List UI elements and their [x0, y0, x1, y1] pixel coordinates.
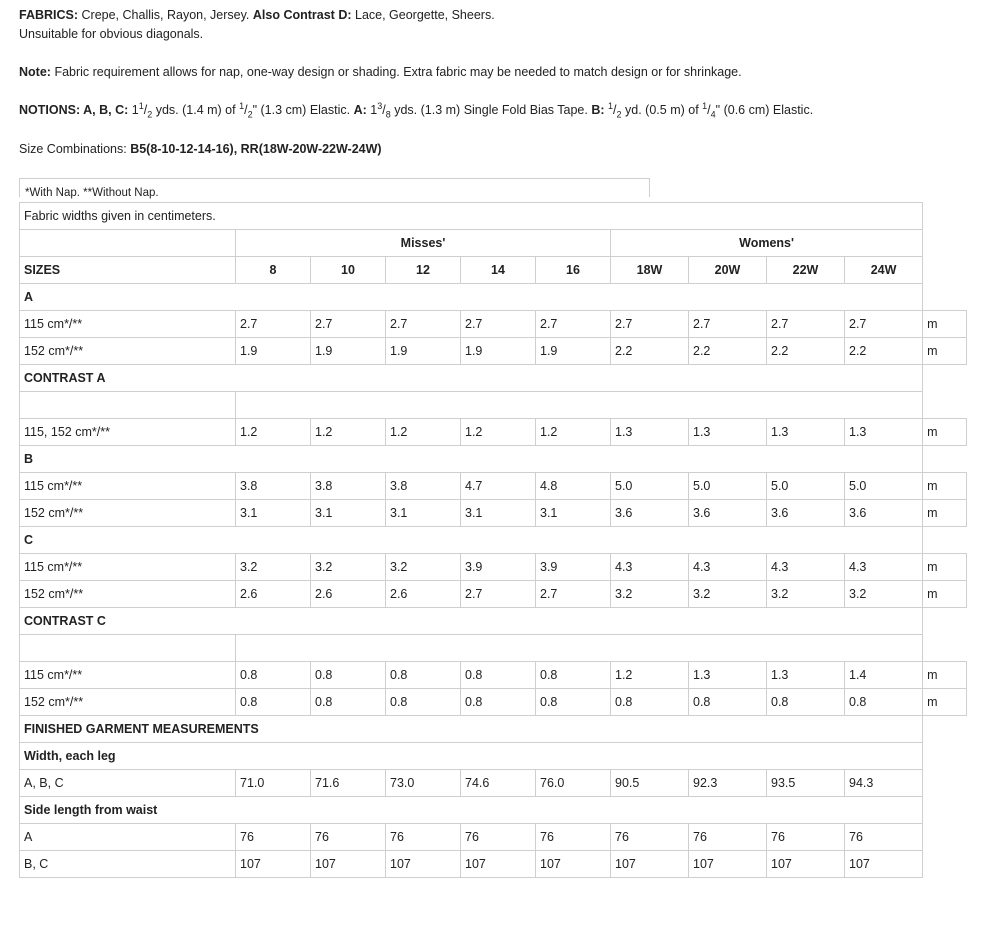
table-cell: 76.0	[536, 770, 611, 797]
section-row	[20, 365, 967, 392]
table-cell: 2.7	[611, 311, 689, 338]
also-contrast-label: Also Contrast D:	[252, 8, 352, 22]
table-cell: 0.8	[767, 689, 845, 716]
table-cell: 0.8	[845, 689, 923, 716]
table-cell: 3.2	[611, 581, 689, 608]
table-cell: 2.6	[311, 581, 386, 608]
table-cell: 3.2	[236, 554, 311, 581]
table-cell: 0.8	[236, 662, 311, 689]
table-cell: 5.0	[611, 473, 689, 500]
section-label: CONTRAST A	[20, 365, 923, 392]
table-cell: 76	[461, 824, 536, 851]
table-cell: 1.2	[311, 419, 386, 446]
table-cell: 3.8	[386, 473, 461, 500]
section-row	[20, 608, 967, 635]
table-cell: 0.8	[386, 689, 461, 716]
section-row	[20, 284, 967, 311]
table-cell: 71.6	[311, 770, 386, 797]
table-cell: 2.7	[536, 311, 611, 338]
unit-cell: m	[923, 554, 967, 581]
size-combinations-label: Size Combinations:	[19, 142, 127, 156]
table-cell: 107	[611, 851, 689, 878]
table-cell: 1.2	[611, 662, 689, 689]
table-cell: 1.2	[386, 419, 461, 446]
table-cell: 3.9	[536, 554, 611, 581]
size-header-8: 8	[236, 257, 311, 284]
table-cell: 2.7	[767, 311, 845, 338]
table-cell: 2.7	[386, 311, 461, 338]
table-cell: 1.2	[536, 419, 611, 446]
widths-note: Fabric widths given in centimeters.	[20, 203, 923, 230]
table-cell: 1.3	[689, 419, 767, 446]
table-cell: 76	[236, 824, 311, 851]
table-cell: 2.6	[236, 581, 311, 608]
section-row	[20, 527, 967, 554]
table-cell: 3.2	[767, 581, 845, 608]
size-combinations-value: B5(8-10-12-14-16), RR(18W-20W-22W-24W)	[130, 142, 382, 156]
table-row	[20, 473, 967, 500]
table-cell: 107	[845, 851, 923, 878]
fabrics-line	[19, 8, 495, 22]
table-row	[20, 824, 967, 851]
table-cell: 3.8	[311, 473, 386, 500]
table-cell: 1.4	[845, 662, 923, 689]
blank-row	[20, 392, 967, 419]
size-header-24W: 24W	[845, 257, 923, 284]
table-row	[20, 311, 967, 338]
blank-row	[20, 635, 967, 662]
row-label: B, C	[20, 851, 236, 878]
row-label: 152 cm*/**	[20, 338, 236, 365]
table-cell: 0.8	[386, 662, 461, 689]
table-cell: 4.7	[461, 473, 536, 500]
table-row	[20, 662, 967, 689]
table-cell: 2.2	[611, 338, 689, 365]
table-cell: 107	[311, 851, 386, 878]
table-row	[20, 770, 967, 797]
unit-cell: m	[923, 338, 967, 365]
table-cell: 2.7	[461, 311, 536, 338]
row-label: 152 cm*/**	[20, 500, 236, 527]
table-cell: 3.1	[386, 500, 461, 527]
table-cell: 2.7	[536, 581, 611, 608]
table-cell: 0.8	[236, 689, 311, 716]
note-label: Note:	[19, 65, 51, 79]
size-header-20W: 20W	[689, 257, 767, 284]
section-label: C	[20, 527, 923, 554]
table-cell: 3.6	[611, 500, 689, 527]
section-label: Side length from waist	[20, 797, 923, 824]
table-cell: 3.2	[311, 554, 386, 581]
table-cell: 1.3	[611, 419, 689, 446]
fabrics-text: Crepe, Challis, Rayon, Jersey.	[81, 8, 250, 22]
table-cell: 3.2	[845, 581, 923, 608]
note-line	[19, 65, 742, 79]
table-cell: 3.1	[236, 500, 311, 527]
table-cell: 93.5	[767, 770, 845, 797]
table-cell: 107	[386, 851, 461, 878]
table-cell: 2.2	[767, 338, 845, 365]
table-cell: 0.8	[536, 689, 611, 716]
row-label: A	[20, 824, 236, 851]
table-row	[20, 500, 967, 527]
table-cell: 76	[536, 824, 611, 851]
table-cell: 107	[236, 851, 311, 878]
table-cell: 3.1	[461, 500, 536, 527]
row-label: 115 cm*/**	[20, 473, 236, 500]
unit-cell: m	[923, 500, 967, 527]
table-cell: 107	[767, 851, 845, 878]
section-label: Width, each leg	[20, 743, 923, 770]
table-cell: 1.9	[236, 338, 311, 365]
misses-label: Misses'	[236, 230, 611, 257]
table-cell: 3.2	[689, 581, 767, 608]
table-cell: 3.8	[236, 473, 311, 500]
table-cell: 0.8	[311, 662, 386, 689]
sizes-row	[20, 257, 967, 284]
row-label: A, B, C	[20, 770, 236, 797]
unit-cell: m	[923, 419, 967, 446]
table-cell: 2.7	[461, 581, 536, 608]
notions-line: NOTIONS: A, B, C: $1^1/_2$ yds. (1.4 m) of $^1/_2$" (1.3 cm) Elastic. A: $1^3/_8$ yds. (1.3 m) Single Fold Bias Tape. B: $^1/_2$ yd. (0.5 m) of $^1/_4$" (0.6 cm) Elastic.	[19, 100, 814, 120]
table-cell: 3.2	[386, 554, 461, 581]
row-label: 152 cm*/**	[20, 689, 236, 716]
size-header-16: 16	[536, 257, 611, 284]
size-header-22W: 22W	[767, 257, 845, 284]
table-cell: 3.9	[461, 554, 536, 581]
table-cell: 2.7	[236, 311, 311, 338]
table-cell: 76	[311, 824, 386, 851]
table-cell: 4.3	[767, 554, 845, 581]
table-cell: 5.0	[845, 473, 923, 500]
table-cell: 2.7	[845, 311, 923, 338]
table-cell: 3.6	[689, 500, 767, 527]
table-cell: 5.0	[689, 473, 767, 500]
table-row	[20, 581, 967, 608]
section-label: FINISHED GARMENT MEASUREMENTS	[20, 716, 923, 743]
table-cell: 5.0	[767, 473, 845, 500]
size-header-12: 12	[386, 257, 461, 284]
table-cell: 1.3	[767, 662, 845, 689]
table-cell: 3.1	[311, 500, 386, 527]
unit-cell: m	[923, 581, 967, 608]
table-cell: 0.8	[536, 662, 611, 689]
row-label: 115 cm*/**	[20, 311, 236, 338]
section-label: A	[20, 284, 923, 311]
row-label: 152 cm*/**	[20, 581, 236, 608]
size-header-14: 14	[461, 257, 536, 284]
unit-cell: m	[923, 473, 967, 500]
table-cell: 1.2	[236, 419, 311, 446]
table-row	[20, 554, 967, 581]
table-cell: 3.6	[845, 500, 923, 527]
table-cell: 1.3	[689, 662, 767, 689]
section-row	[20, 716, 967, 743]
size-header-10: 10	[311, 257, 386, 284]
table-row	[20, 419, 967, 446]
table-cell: 2.7	[311, 311, 386, 338]
table-row	[20, 689, 967, 716]
table-cell: 1.3	[767, 419, 845, 446]
table-cell: 1.9	[311, 338, 386, 365]
size-combinations-line	[19, 142, 382, 156]
table-cell: 1.9	[536, 338, 611, 365]
nap-note: *With Nap. **Without Nap.	[25, 187, 159, 199]
table-cell: 4.3	[689, 554, 767, 581]
unit-cell: m	[923, 689, 967, 716]
table-cell: 0.8	[461, 689, 536, 716]
table-cell: 1.9	[386, 338, 461, 365]
section-row	[20, 743, 967, 770]
notions-label: NOTIONS: A, B, C:	[19, 103, 129, 117]
table-cell: 1.9	[461, 338, 536, 365]
table-cell: 76	[611, 824, 689, 851]
table-cell: 4.8	[536, 473, 611, 500]
table-cell: 1.3	[845, 419, 923, 446]
table-cell: 76	[845, 824, 923, 851]
table-cell: 76	[386, 824, 461, 851]
row-label: 115 cm*/**	[20, 662, 236, 689]
table-row	[20, 338, 967, 365]
section-row	[20, 797, 967, 824]
size-header-18W: 18W	[611, 257, 689, 284]
table-cell: 0.8	[611, 689, 689, 716]
row-label: 115 cm*/**	[20, 554, 236, 581]
table-cell: 4.3	[845, 554, 923, 581]
table-cell: 3.6	[767, 500, 845, 527]
table-cell: 0.8	[461, 662, 536, 689]
section-label: B	[20, 446, 923, 473]
section-row	[20, 446, 967, 473]
table-cell: 2.6	[386, 581, 461, 608]
row-label: 115, 152 cm*/**	[20, 419, 236, 446]
table-cell: 3.1	[536, 500, 611, 527]
unsuitable-line: Unsuitable for obvious diagonals.	[19, 27, 204, 41]
womens-label: Womens'	[611, 230, 923, 257]
table-cell: 92.3	[689, 770, 767, 797]
fabrics-label: FABRICS:	[19, 8, 79, 22]
table-cell: 107	[689, 851, 767, 878]
nap-note-box	[19, 178, 650, 197]
table-cell: 0.8	[689, 689, 767, 716]
table-cell: 107	[461, 851, 536, 878]
table-cell: 2.2	[689, 338, 767, 365]
unit-cell: m	[923, 662, 967, 689]
sizes-label: SIZES	[20, 257, 236, 284]
table-cell: 76	[767, 824, 845, 851]
note-text: Fabric requirement allows for nap, one-way design or shading. Extra fabric may be needed to match design or for shrinkage.	[54, 65, 742, 79]
table-cell: 90.5	[611, 770, 689, 797]
also-contrast-text: Lace, Georgette, Sheers.	[355, 8, 495, 22]
table-cell: 1.2	[461, 419, 536, 446]
table-cell: 76	[689, 824, 767, 851]
table-cell: 2.7	[689, 311, 767, 338]
table-cell: 2.2	[845, 338, 923, 365]
table-cell: 94.3	[845, 770, 923, 797]
section-label: CONTRAST C	[20, 608, 923, 635]
table-cell: 71.0	[236, 770, 311, 797]
widths-note-row	[20, 203, 967, 230]
table-cell: 74.6	[461, 770, 536, 797]
fabric-requirements-table	[19, 202, 967, 878]
table-cell: 107	[536, 851, 611, 878]
group-header-row	[20, 230, 967, 257]
table-row	[20, 851, 967, 878]
table-cell: 73.0	[386, 770, 461, 797]
table-cell: 4.3	[611, 554, 689, 581]
unit-cell: m	[923, 311, 967, 338]
table-cell: 0.8	[311, 689, 386, 716]
